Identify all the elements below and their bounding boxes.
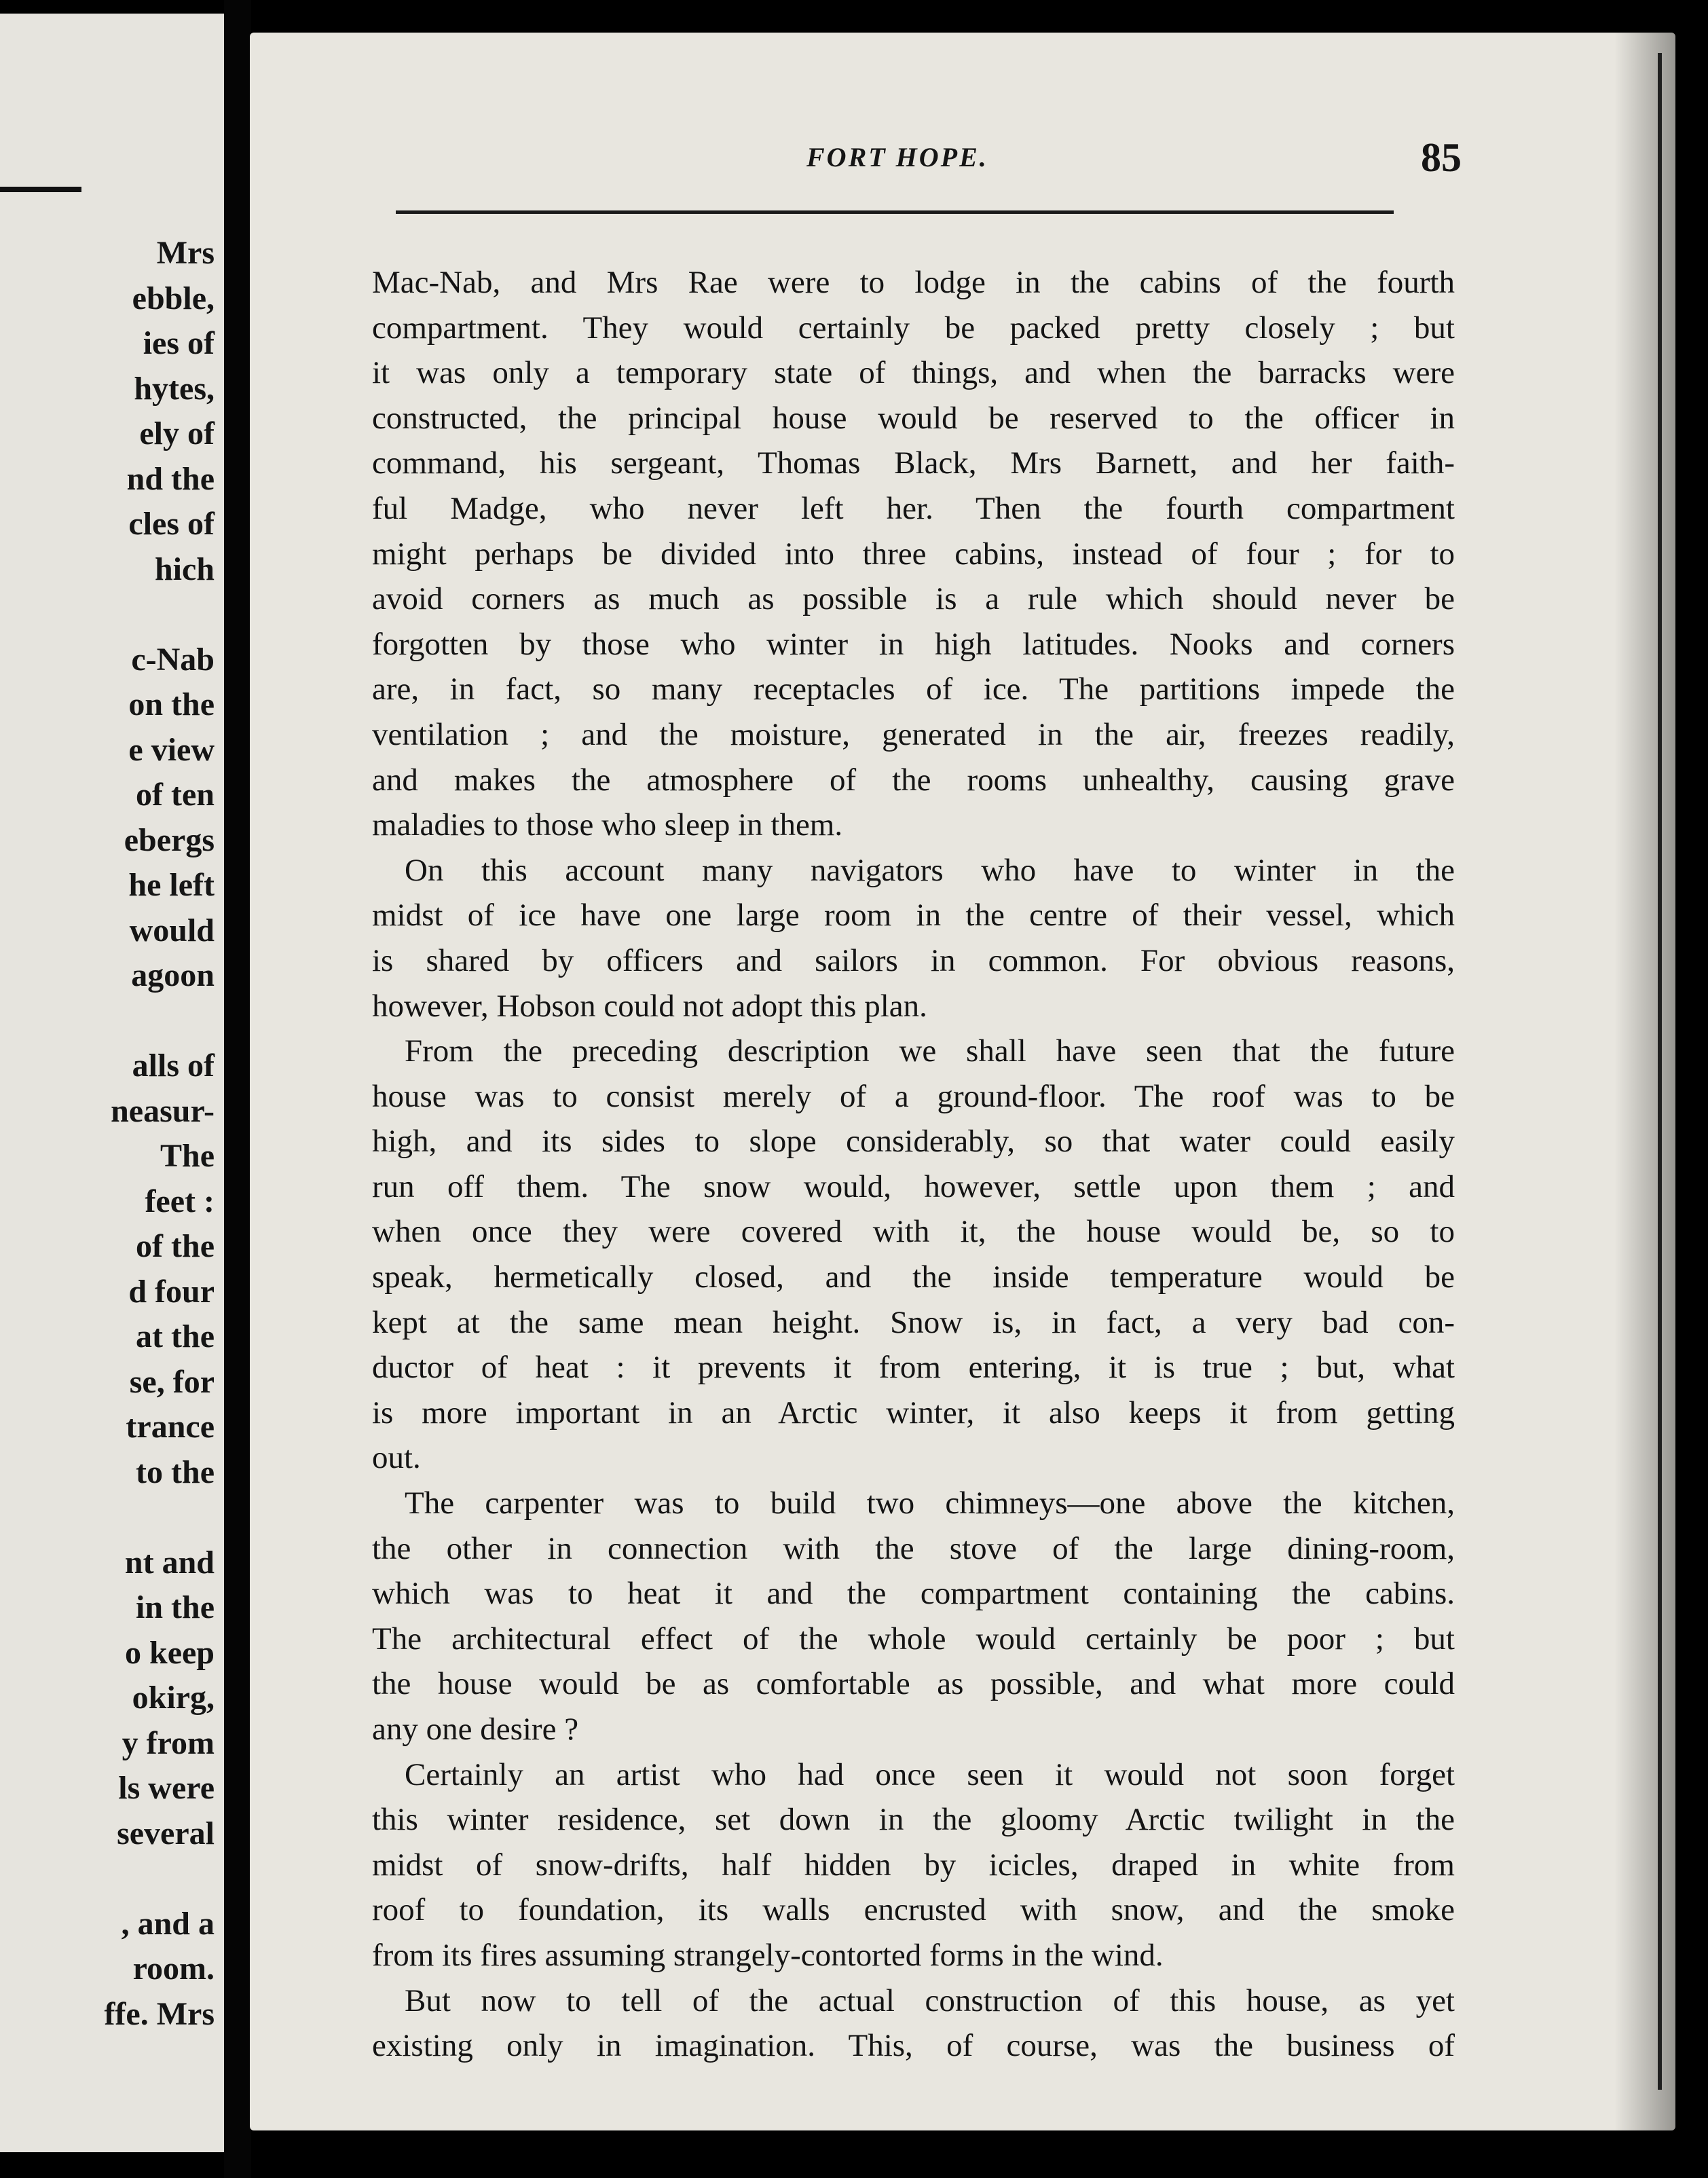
text-line: speak, hermetically closed, and the inside temperature would be: [372, 1259, 1455, 1295]
text-line: house was to consist merely of a ground-floor. The roof was to be: [372, 1078, 1455, 1114]
text-line: The architectural effect of the whole would certainly be poor ; but: [372, 1621, 1455, 1657]
text-line: kept at the same mean height. Snow is, in fact, a very bad con-: [372, 1304, 1455, 1340]
text-line: however, Hobson could not adopt this plan.: [372, 988, 927, 1024]
left-page-rule: [0, 187, 81, 192]
left-page-gap: [104, 999, 215, 1044]
left-page-line: ely of: [139, 416, 215, 451]
left-page-line: neasur-: [111, 1092, 215, 1129]
text-line: From the preceding description we shall have seen that the future: [405, 1033, 1455, 1069]
text-line: forgotten by those who winter in high latitudes. Nooks and corners: [372, 626, 1455, 662]
text-line: constructed, the principal house would be reserved to the officer in: [372, 400, 1455, 436]
left-page-line: cles of: [128, 506, 215, 542]
text-line: ductor of heat : it prevents it from entering, it is true ; but, what: [372, 1350, 1455, 1386]
text-line: the other in connection with the stove of the large dining-room,: [372, 1530, 1455, 1566]
left-page-line: of the: [136, 1228, 215, 1264]
left-page-line: c-Nab: [131, 641, 215, 678]
text-line: when once they were covered with it, the house would be, so to: [372, 1214, 1455, 1250]
text-line: is more important in an Arctic winter, it also keeps it from getting: [372, 1395, 1455, 1431]
left-page-line: alls of: [132, 1048, 215, 1084]
left-page-line: e view: [128, 731, 215, 768]
text-line: the house would be as comfortable as possible, and what more could: [372, 1666, 1455, 1702]
left-page-line: The: [160, 1138, 215, 1174]
left-page-line: agoon: [131, 957, 215, 993]
left-page-line: at the: [136, 1318, 215, 1354]
left-page-line: ls were: [118, 1770, 215, 1806]
left-page-line: ies of: [143, 325, 215, 361]
left-page-line: in the: [135, 1589, 215, 1625]
left-page-line: of ten: [136, 777, 215, 813]
body-text: [372, 260, 1455, 2069]
left-page-line: trance: [126, 1409, 215, 1445]
left-page-gap: [104, 592, 215, 638]
left-page-line: several: [117, 1815, 215, 1851]
left-page-line: y from: [122, 1724, 215, 1761]
text-line: command, his sergeant, Thomas Black, Mrs Barnett, and her faith-: [372, 445, 1455, 481]
left-page-line: he left: [128, 867, 215, 903]
text-line: out.: [372, 1440, 421, 1476]
left-page-line: nd the: [126, 460, 215, 497]
text-line: and makes the atmosphere of the rooms unhealthy, causing grave: [372, 762, 1455, 798]
book-page: [250, 33, 1675, 2130]
header-rule: [396, 210, 1394, 214]
text-line: avoid corners as much as possible is a rule which should never be: [372, 581, 1455, 617]
left-page-line: ebble,: [132, 280, 215, 316]
left-page-line: hytes,: [134, 370, 215, 407]
left-page-line: ffe. Mrs: [104, 1995, 215, 2032]
page-shadow: [1614, 33, 1675, 2130]
text-line: are, in fact, so many receptacles of ice. The partitions impede the: [372, 671, 1455, 707]
left-page-line: to the: [136, 1454, 215, 1490]
left-page-line: nt and: [124, 1544, 215, 1581]
text-line: ventilation ; and the moisture, generated in the air, freezes readily,: [372, 716, 1455, 752]
text-line: high, and its sides to slope considerably, so that water could easily: [372, 1124, 1455, 1160]
left-page-line: hich: [154, 551, 215, 587]
text-line: maladies to those who sleep in them.: [372, 807, 843, 843]
text-line: compartment. They would certainly be packed pretty closely ; but: [372, 310, 1455, 346]
text-line: ful Madge, who never left her. Then the fourth compartment: [372, 490, 1455, 526]
text-line: midst of ice have one large room in the centre of their vessel, which: [372, 898, 1455, 934]
book-gutter: [224, 0, 251, 2178]
left-page-gap: [104, 1856, 215, 1902]
page-number: 85: [1421, 135, 1462, 180]
left-page-line: se, for: [129, 1363, 215, 1400]
left-page-line: feet :: [145, 1183, 215, 1219]
text-line: from its fires assuming strangely-contorted forms in the wind.: [372, 1937, 1164, 1973]
text-line: which was to heat it and the compartment containing the cabins.: [372, 1576, 1455, 1612]
text-line: run off them. The snow would, however, settle upon them ; and: [372, 1168, 1455, 1204]
text-line: midst of snow-drifts, half hidden by icicles, draped in white from: [372, 1847, 1455, 1883]
text-line: Mac-Nab, and Mrs Rae were to lodge in the cabins of the fourth: [372, 265, 1455, 300]
left-page-line: room.: [132, 1951, 215, 1987]
left-page-text: [104, 231, 215, 2037]
text-line: might perhaps be divided into three cabins, instead of four ; for to: [372, 536, 1455, 572]
left-page-line: d four: [128, 1273, 215, 1310]
left-page-line: Mrs: [156, 235, 215, 271]
text-line: it was only a temporary state of things, and when the barracks were: [372, 355, 1455, 391]
running-head: FORT HOPE.: [806, 142, 988, 172]
text-line: any one desire ?: [372, 1712, 579, 1747]
text-line: On this account many navigators who have to winter in the: [405, 852, 1455, 888]
left-facing-page: [0, 14, 224, 2152]
left-page-line: on the: [128, 686, 215, 722]
text-line: roof to foundation, its walls encrusted with snow, and the smoke: [372, 1892, 1455, 1928]
left-page-line: would: [129, 912, 215, 948]
text-line: is shared by officers and sailors in common. For obvious reasons,: [372, 942, 1455, 978]
left-page-line: okirg,: [132, 1680, 215, 1716]
text-line: The carpenter was to build two chimneys—one above the kitchen,: [405, 1485, 1455, 1521]
text-line: But now to tell of the actual construction of this house, as yet: [405, 1982, 1455, 2018]
text-line: this winter residence, set down in the gloomy Arctic twilight in the: [372, 1802, 1455, 1838]
text-line: Certainly an artist who had once seen it would not soon forget: [405, 1756, 1455, 1792]
left-page-gap: [104, 1495, 215, 1540]
left-page-line: o keep: [125, 1634, 215, 1671]
left-page-line: ebergs: [124, 822, 215, 858]
left-page-line: , and a: [121, 1905, 215, 1942]
text-line: existing only in imagination. This, of course, was the business of: [372, 2028, 1455, 2064]
